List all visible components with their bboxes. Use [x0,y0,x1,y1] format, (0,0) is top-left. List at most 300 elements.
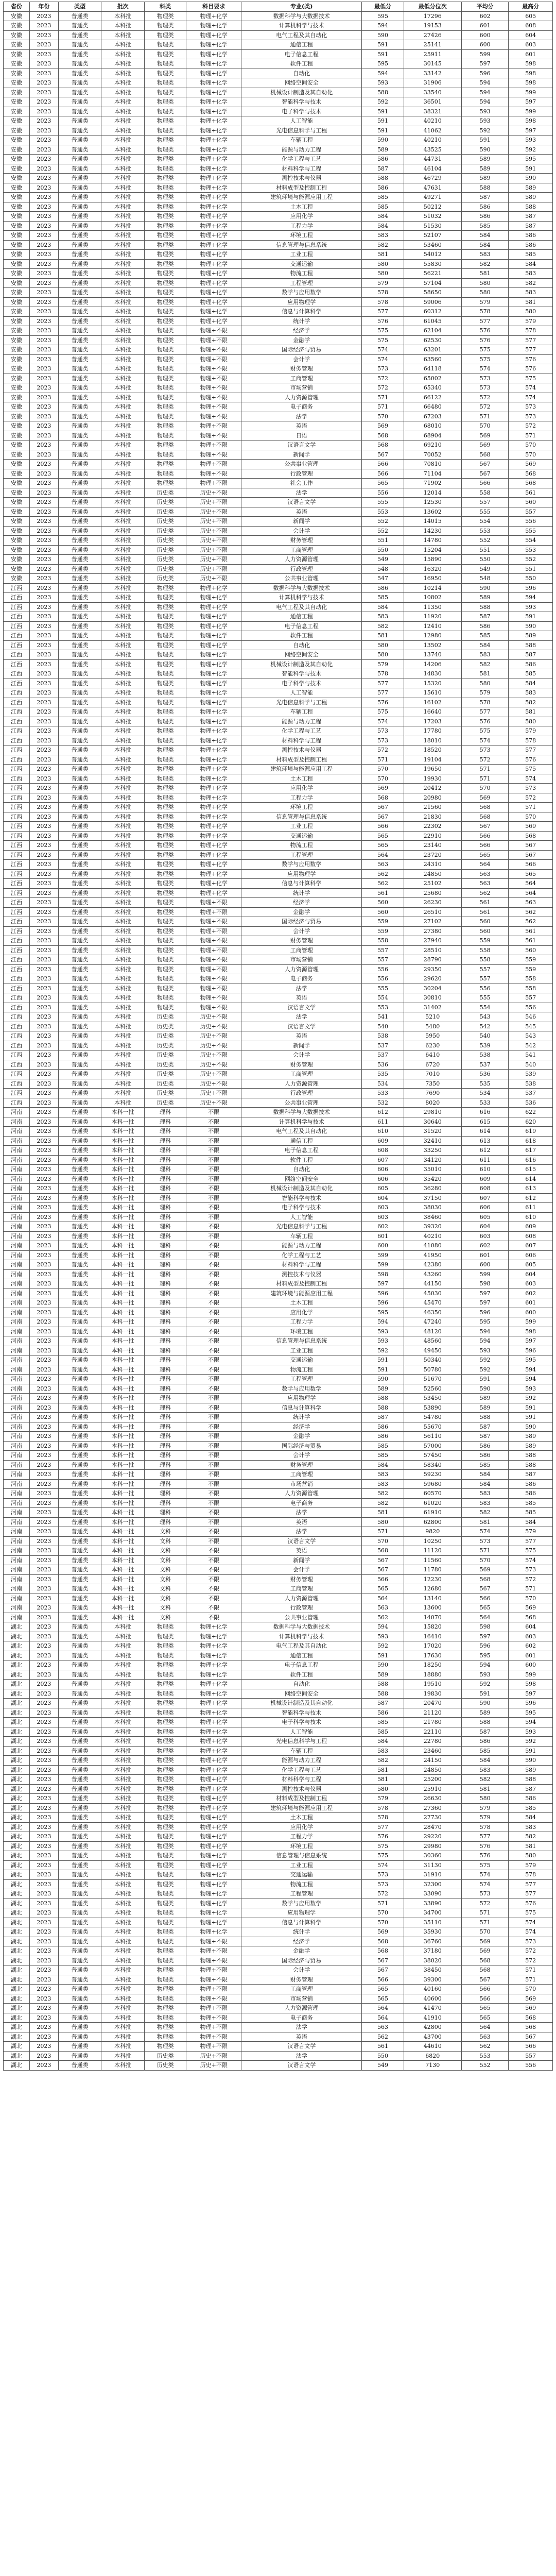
table-row [4,1918,553,1927]
min-score-cell: 575 [362,335,404,345]
min-rank-cell: 51032 [404,212,461,222]
subject-req-cell: 物理+化学 [186,812,241,822]
subject-req-cell: 不限 [186,1260,241,1270]
major-cell: 车辆工程 [241,707,362,717]
table-row [4,1651,553,1660]
min-score-cell: 588 [362,1403,404,1413]
year-cell: 2023 [29,765,58,774]
type-cell: 普通类 [58,1927,101,1937]
avg-score-cell: 599 [461,1269,509,1279]
subject-req-cell: 物理+化学 [186,1870,241,1880]
avg-score-cell: 583 [461,650,509,660]
max-score-cell: 606 [509,1250,553,1260]
batch-cell: 本科批 [101,1641,144,1651]
category-cell: 理科 [144,1289,186,1298]
table-row [4,164,553,174]
province-cell: 河南 [4,1155,30,1165]
category-cell: 物理类 [144,688,186,698]
year-cell: 2023 [29,1003,58,1012]
max-score-cell: 579 [509,316,553,326]
min-score-cell: 597 [362,1279,404,1289]
category-cell: 理科 [144,1155,186,1165]
batch-cell: 本科一批 [101,1203,144,1213]
major-cell: 车辆工程 [241,1231,362,1241]
province-cell: 安徽 [4,88,30,97]
table-row [4,955,553,965]
avg-score-cell: 571 [461,765,509,774]
type-cell: 普通类 [58,526,101,536]
min-score-cell: 532 [362,1098,404,1108]
table-row [4,155,553,164]
avg-score-cell: 572 [461,755,509,765]
avg-score-cell: 571 [461,412,509,421]
min-score-cell: 599 [362,1250,404,1260]
type-cell: 普通类 [58,574,101,584]
min-rank-cell: 22780 [404,1737,461,1747]
year-cell: 2023 [29,717,58,726]
max-score-cell: 589 [509,1441,553,1451]
category-cell: 物理类 [144,1775,186,1785]
max-score-cell: 595 [509,1355,553,1365]
batch-cell: 本科批 [101,59,144,69]
type-cell: 普通类 [58,1879,101,1889]
max-score-cell: 560 [509,498,553,507]
table-row [4,1336,553,1346]
major-cell: 数学与应用数学 [241,1899,362,1908]
year-cell: 2023 [29,307,58,317]
province-cell: 安徽 [4,59,30,69]
province-cell: 江西 [4,888,30,898]
subject-req-cell: 不限 [186,1498,241,1508]
avg-score-cell: 589 [461,1708,509,1718]
min-rank-cell: 71902 [404,479,461,488]
min-rank-cell: 49271 [404,193,461,202]
major-cell: 自动化 [241,1165,362,1175]
province-cell: 湖北 [4,1965,30,1975]
min-rank-cell: 18520 [404,745,461,755]
category-cell: 物理类 [144,631,186,641]
min-score-cell: 582 [362,621,404,631]
year-cell: 2023 [29,1470,58,1480]
type-cell: 普通类 [58,650,101,660]
subject-req-cell: 物理+不限 [186,1003,241,1012]
avg-score-cell: 574 [461,1879,509,1889]
subject-req-cell: 物理+不限 [186,383,241,393]
subject-req-cell: 物理+不限 [186,469,241,479]
subject-req-cell: 物理+化学 [186,860,241,870]
avg-score-cell: 603 [461,1231,509,1241]
province-cell: 安徽 [4,212,30,222]
major-cell: 法学 [241,412,362,421]
table-row [4,231,553,241]
avg-score-cell: 583 [461,1498,509,1508]
major-cell: 软件工程 [241,1670,362,1680]
category-cell: 物理类 [144,69,186,78]
table-row [4,2061,553,2071]
subject-req-cell: 物理+不限 [186,1956,241,1965]
year-cell: 2023 [29,193,58,202]
province-cell: 江西 [4,1003,30,1012]
batch-cell: 本科批 [101,269,144,279]
subject-req-cell: 物理+化学 [186,1918,241,1927]
min-rank-cell: 34700 [404,1908,461,1918]
batch-cell: 本科批 [101,1965,144,1975]
avg-score-cell: 584 [461,240,509,250]
avg-score-cell: 571 [461,1908,509,1918]
category-cell: 物理类 [144,193,186,202]
category-cell: 历史类 [144,2051,186,2061]
province-cell: 江西 [4,1070,30,1079]
category-cell: 物理类 [144,460,186,469]
min-score-cell: 553 [362,1003,404,1012]
avg-score-cell: 597 [461,1289,509,1298]
year-cell: 2023 [29,1460,58,1470]
max-score-cell: 577 [509,345,553,355]
max-score-cell: 604 [509,1269,553,1279]
table-row [4,1889,553,1899]
batch-cell: 本科批 [101,174,144,183]
avg-score-cell: 590 [461,1699,509,1708]
avg-score-cell: 605 [461,1212,509,1222]
min-rank-cell: 19930 [404,774,461,784]
min-score-cell: 588 [362,1394,404,1403]
category-cell: 物理类 [144,231,186,241]
type-cell: 普通类 [58,155,101,164]
table-row [4,974,553,984]
year-cell: 2023 [29,784,58,793]
table-row [4,1622,553,1632]
min-rank-cell: 28790 [404,955,461,965]
batch-cell: 本科批 [101,1632,144,1641]
batch-cell: 本科批 [101,755,144,765]
min-score-cell: 576 [362,698,404,707]
type-cell: 普通类 [58,1946,101,1956]
subject-req-cell: 物理+不限 [186,1965,241,1975]
min-score-cell: 598 [362,1269,404,1279]
category-cell: 物理类 [144,1965,186,1975]
province-cell: 湖北 [4,1727,30,1737]
year-cell: 2023 [29,1784,58,1794]
year-cell: 2023 [29,269,58,279]
avg-score-cell: 576 [461,326,509,336]
province-cell: 河南 [4,1250,30,1260]
province-cell: 河南 [4,1403,30,1413]
min-rank-cell: 14830 [404,669,461,679]
type-cell: 普通类 [58,1727,101,1737]
year-cell: 2023 [29,1822,58,1832]
type-cell: 普通类 [58,1536,101,1546]
province-cell: 湖北 [4,1670,30,1680]
batch-cell: 本科批 [101,945,144,955]
year-cell: 2023 [29,1089,58,1098]
min-rank-cell: 29810 [404,1108,461,1117]
table-row [4,1822,553,1832]
batch-cell: 本科批 [101,193,144,202]
table-row [4,993,553,1003]
type-cell: 普通类 [58,1860,101,1870]
major-cell: 机械设计制造及其自动化 [241,659,362,669]
max-score-cell: 590 [509,621,553,631]
category-cell: 物理类 [144,2004,186,2013]
major-cell: 汉语言文学 [241,1003,362,1012]
max-score-cell: 572 [509,1956,553,1965]
avg-score-cell: 580 [461,1794,509,1804]
category-cell: 历史类 [144,488,186,498]
batch-cell: 本科批 [101,803,144,812]
avg-score-cell: 584 [461,231,509,241]
year-cell: 2023 [29,1594,58,1603]
min-rank-cell: 33090 [404,1889,461,1899]
major-cell: 应用物理学 [241,297,362,307]
min-score-cell: 583 [362,1479,404,1489]
major-cell: 行政管理 [241,564,362,574]
min-rank-cell: 21780 [404,1718,461,1727]
column-header: 科目要求 [186,2,241,12]
category-cell: 物理类 [144,1803,186,1813]
batch-cell: 本科批 [101,1851,144,1861]
table-row [4,841,553,851]
type-cell: 普通类 [58,1041,101,1050]
type-cell: 普通类 [58,765,101,774]
type-cell: 普通类 [58,1594,101,1603]
province-cell: 安徽 [4,450,30,460]
min-score-cell: 604 [362,1193,404,1203]
min-score-cell: 567 [362,803,404,812]
major-cell: 材料科学与工程 [241,1775,362,1785]
year-cell: 2023 [29,1775,58,1785]
table-row [4,2042,553,2052]
province-cell: 江西 [4,736,30,745]
max-score-cell: 585 [509,1498,553,1508]
batch-cell: 本科批 [101,11,144,21]
province-cell: 湖北 [4,1841,30,1851]
category-cell: 历史类 [144,526,186,536]
max-score-cell: 591 [509,1403,553,1413]
year-cell: 2023 [29,30,58,40]
table-row [4,964,553,974]
subject-req-cell: 物理+化学 [186,11,241,21]
year-cell: 2023 [29,1317,58,1327]
min-rank-cell: 31910 [404,1870,461,1880]
max-score-cell: 583 [509,1822,553,1832]
major-cell: 智能科学与技术 [241,97,362,107]
min-score-cell: 580 [362,269,404,279]
type-cell: 普通类 [58,1822,101,1832]
year-cell: 2023 [29,297,58,307]
category-cell: 物理类 [144,2023,186,2032]
subject-req-cell: 物理+化学 [186,1689,241,1699]
major-cell: 公共事业管理 [241,574,362,584]
category-cell: 物理类 [144,621,186,631]
max-score-cell: 574 [509,1918,553,1927]
subject-req-cell: 物理+化学 [186,612,241,622]
subject-req-cell: 不限 [186,1231,241,1241]
avg-score-cell: 602 [461,1241,509,1251]
major-cell: 会计学 [241,1050,362,1060]
min-rank-cell: 5950 [404,1031,461,1041]
min-score-cell: 610 [362,1127,404,1137]
year-cell: 2023 [29,1879,58,1889]
min-score-cell: 564 [362,2004,404,2013]
batch-cell: 本科批 [101,2061,144,2071]
category-cell: 历史类 [144,1050,186,1060]
table-row [4,926,553,936]
province-cell: 河南 [4,1165,30,1175]
type-cell: 普通类 [58,278,101,288]
avg-score-cell: 565 [461,2004,509,2013]
category-cell: 物理类 [144,288,186,298]
type-cell: 普通类 [58,221,101,231]
major-cell: 人力资源管理 [241,964,362,974]
province-cell: 江西 [4,907,30,917]
type-cell: 普通类 [58,1231,101,1241]
avg-score-cell: 578 [461,307,509,317]
table-row [4,936,553,946]
major-cell: 统计学 [241,888,362,898]
major-cell: 环境工程 [241,803,362,812]
min-score-cell: 595 [362,11,404,21]
subject-req-cell: 物理+化学 [186,30,241,40]
min-rank-cell: 11120 [404,1546,461,1556]
batch-cell: 本科批 [101,421,144,431]
min-rank-cell: 15820 [404,1622,461,1632]
batch-cell: 本科批 [101,583,144,593]
max-score-cell: 562 [509,917,553,927]
major-cell: 电子商务 [241,1498,362,1508]
subject-req-cell: 物理+化学 [186,698,241,707]
subject-req-cell: 历史+不限 [186,1041,241,1050]
table-row [4,822,553,832]
max-score-cell: 598 [509,69,553,78]
min-score-cell: 572 [362,745,404,755]
avg-score-cell: 559 [461,936,509,946]
min-rank-cell: 68010 [404,421,461,431]
type-cell: 普通类 [58,2032,101,2042]
year-cell: 2023 [29,1756,58,1766]
type-cell: 普通类 [58,1003,101,1012]
type-cell: 普通类 [58,612,101,622]
min-score-cell: 564 [362,1594,404,1603]
batch-cell: 本科批 [101,1994,144,2004]
year-cell: 2023 [29,1708,58,1718]
batch-cell: 本科批 [101,498,144,507]
type-cell: 普通类 [58,1203,101,1213]
category-cell: 物理类 [144,945,186,955]
major-cell: 工程力学 [241,221,362,231]
max-score-cell: 597 [509,97,553,107]
min-score-cell: 563 [362,860,404,870]
table-row [4,345,553,355]
min-rank-cell: 47240 [404,1317,461,1327]
province-cell: 安徽 [4,11,30,21]
min-score-cell: 594 [362,1622,404,1632]
table-row [4,1899,553,1908]
min-rank-cell: 16950 [404,574,461,584]
year-cell: 2023 [29,1555,58,1565]
major-cell: 经济学 [241,1937,362,1946]
batch-cell: 本科一批 [101,1108,144,1117]
batch-cell: 本科一批 [101,1594,144,1603]
province-cell: 安徽 [4,488,30,498]
province-cell: 江西 [4,898,30,908]
table-row [4,202,553,212]
subject-req-cell: 不限 [186,1250,241,1260]
major-cell: 信息与计算科学 [241,307,362,317]
min-rank-cell: 35930 [404,1927,461,1937]
subject-req-cell: 不限 [186,1403,241,1413]
max-score-cell: 591 [509,612,553,622]
avg-score-cell: 589 [461,593,509,603]
min-score-cell: 579 [362,659,404,669]
type-cell: 普通类 [58,593,101,603]
province-cell: 湖北 [4,1632,30,1641]
category-cell: 理科 [144,1279,186,1289]
category-cell: 物理类 [144,1841,186,1851]
major-cell: 法学 [241,1508,362,1518]
subject-req-cell: 物理+不限 [186,364,241,374]
avg-score-cell: 574 [461,736,509,745]
max-score-cell: 574 [509,393,553,402]
subject-req-cell: 物理+不限 [186,354,241,364]
min-rank-cell: 17296 [404,11,461,21]
subject-req-cell: 物理+不限 [186,1975,241,1985]
min-rank-cell: 57450 [404,1451,461,1461]
subject-req-cell: 不限 [186,1155,241,1165]
avg-score-cell: 614 [461,1127,509,1137]
subject-req-cell: 不限 [186,1546,241,1556]
avg-score-cell: 585 [461,221,509,231]
type-cell: 普通类 [58,1660,101,1670]
province-cell: 河南 [4,1603,30,1613]
table-row [4,1422,553,1432]
type-cell: 普通类 [58,1432,101,1442]
avg-score-cell: 539 [461,1041,509,1050]
type-cell: 普通类 [58,736,101,745]
min-score-cell: 575 [362,1841,404,1851]
type-cell: 普通类 [58,183,101,193]
category-cell: 历史类 [144,574,186,584]
avg-score-cell: 587 [461,193,509,202]
min-score-cell: 580 [362,1517,404,1527]
subject-req-cell: 物理+不限 [186,393,241,402]
avg-score-cell: 599 [461,49,509,59]
province-cell: 湖北 [4,1651,30,1660]
major-cell: 物流工程 [241,269,362,279]
major-cell: 工程管理 [241,278,362,288]
avg-score-cell: 550 [461,555,509,565]
subject-req-cell: 物理+不限 [186,2042,241,2052]
avg-score-cell: 555 [461,507,509,517]
avg-score-cell: 583 [461,1765,509,1775]
avg-score-cell: 561 [461,907,509,917]
batch-cell: 本科批 [101,688,144,698]
type-cell: 普通类 [58,926,101,936]
min-rank-cell: 22110 [404,1727,461,1737]
table-row [4,1165,553,1175]
min-score-cell: 586 [362,155,404,164]
min-score-cell: 581 [362,1508,404,1518]
batch-cell: 本科一批 [101,1231,144,1241]
min-rank-cell: 62530 [404,335,461,345]
province-cell: 湖北 [4,1699,30,1708]
max-score-cell: 585 [509,250,553,260]
year-cell: 2023 [29,1546,58,1556]
avg-score-cell: 584 [461,1756,509,1766]
min-score-cell: 583 [362,1470,404,1480]
max-score-cell: 538 [509,1079,553,1089]
batch-cell: 本科一批 [101,1298,144,1308]
min-rank-cell: 32410 [404,1136,461,1146]
